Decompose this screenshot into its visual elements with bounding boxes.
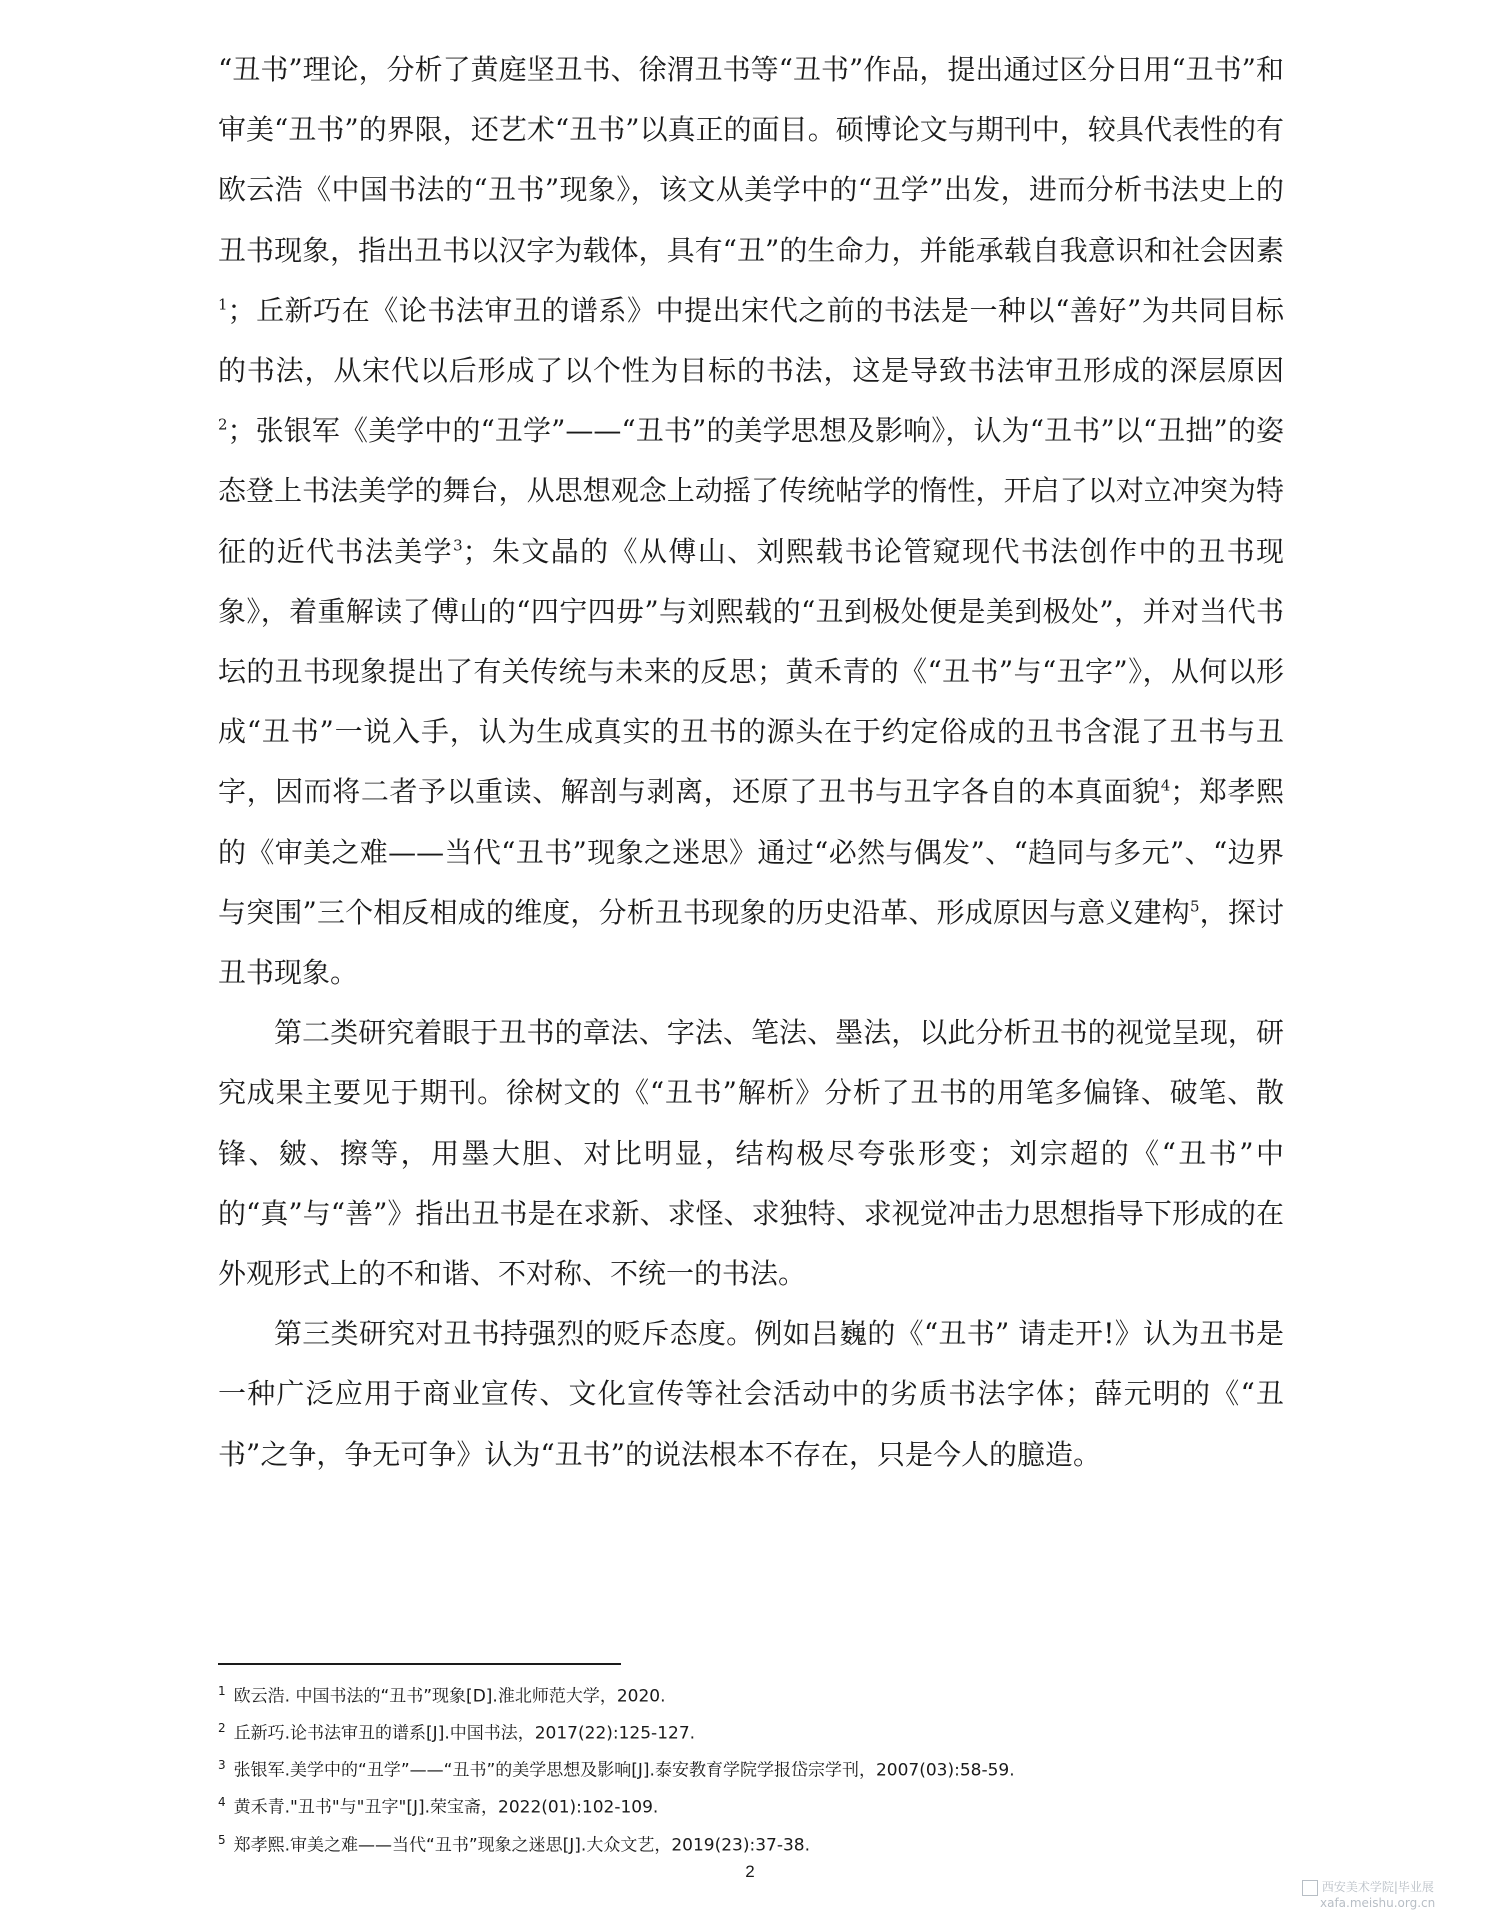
paragraph — [218, 1003, 1284, 1304]
watermark-logo-icon — [1302, 1880, 1318, 1896]
footnote-number: 5 — [218, 1832, 226, 1847]
paragraph-text: ；张银军《美学中的“丑学”——“丑书”的美学思想及影响》，认为“丑书”以“丑拙”的姿态登上书法美学的舞台，从思想观念上动摇了传统帖学的惰性，开启了以对立冲突为特征的近代书法美学 — [218, 414, 1284, 568]
footnote-ref: 4 — [1160, 777, 1171, 796]
footnote — [218, 1750, 1318, 1787]
paragraph — [218, 1304, 1284, 1485]
paragraph-text: ；朱文晶的《从傅山、刘熙载书论管窥现代书法创作中的丑书现象》，着重解读了傅山的“四宁四毋”与刘熙载的“丑到极处便是美到极处”，并对当代书坛的丑书现象提出了有关传统与未来的反思；黄禾青的《“丑书”与“丑字”》，从何以形成“丑书”一说入手，认为生成真实的丑书的源头在于约定俗成的丑书含混了丑书与丑字，因而将二者予以重读、解剖与剥离，还原了丑书与丑字各自的本真面貌 — [218, 534, 1284, 809]
paragraph-text: ；郑孝熙的《审美之难——当代“丑书”现象之迷思》通过“必然与偶发”、“趋同与多元”、“边界与突围”三个相反相成的维度，分析丑书现象的历史沿革、形成原因与意义建构 — [218, 775, 1284, 929]
footnote-ref: 1 — [218, 295, 228, 314]
footnotes — [218, 1676, 1318, 1862]
paragraph — [218, 40, 1284, 1003]
footnote — [218, 1787, 1318, 1824]
watermark-url: xafa.meishu.org.cn — [1320, 1895, 1436, 1910]
page-number: 2 — [745, 1862, 755, 1881]
footnote-text: 张银军.美学中的“丑学”——“丑书”的美学思想及影响[J].泰安教育学院学报岱宗学刊，2007(03):58-59. — [233, 1760, 1015, 1781]
footnote-number: 1 — [218, 1684, 226, 1698]
footnote-number: 2 — [218, 1721, 226, 1736]
paragraph-text: ，探讨丑书现象。 — [218, 895, 1284, 990]
footnote — [218, 1713, 1318, 1750]
footnote-number: 3 — [218, 1758, 226, 1773]
footnote-text: 丘新巧.论书法审丑的谱系[J].中国书法，2017(22):125-127. — [233, 1723, 696, 1744]
paragraph-text: ；丘新巧在《论书法审丑的谱系》中提出宋代之前的书法是一种以“善好”为共同目标的书法，从宋代以后形成了以个性为目标的书法，这是导致书法审丑形成的深层原因 — [218, 293, 1284, 388]
watermark-title: 西安美术学院|毕业展 — [1321, 1880, 1434, 1894]
footnote-ref: 5 — [1189, 897, 1200, 916]
footnote-text: 黄禾青."丑书"与"丑字"[J].荣宝斋，2022(01):102-109. — [233, 1798, 659, 1819]
footnote-text: 郑孝熙.审美之难——当代“丑书”现象之迷思[J].大众文艺，2019(23):37-38. — [233, 1835, 811, 1856]
footnote-ref: 2 — [218, 415, 228, 434]
footnote — [218, 1825, 1318, 1862]
paragraph-text: “丑书”理论，分析了黄庭坚丑书、徐渭丑书等“丑书”作品，提出通过区分日用“丑书”和审美“丑书”的界限，还艺术“丑书”以真正的面目。硕博论文与期刊中，较具代表性的有欧云浩《中国书法的“丑书”现象》，该文从美学中的“丑学”出发，进而分析书法史上的丑书现象，指出丑书以汉字为载体，具有“丑”的生命力，并能承载自我意识和社会因素 — [218, 53, 1284, 267]
footnote-separator — [218, 1663, 621, 1665]
watermark — [1302, 1878, 1482, 1918]
footnote-ref: 3 — [453, 536, 463, 555]
paragraph-text: 第二类研究着眼于丑书的章法、字法、笔法、墨法，以此分析丑书的视觉呈现，研究成果主要见于期刊。徐树文的《“丑书”解析》分析了丑书的用笔多偏锋、破笔、散锋、皴、擦等，用墨大胆、对比明显，结构极尽夸张形变；刘宗超的《“丑书”中的“真”与“善”》指出丑书是在求新、求怪、求独特、求视觉冲击力思想指导下形成的在外观形式上的不和谐、不对称、不统一的书法。 — [218, 1016, 1284, 1291]
footnote — [218, 1676, 1318, 1713]
body-text — [218, 40, 1284, 1485]
paragraph-text: 第三类研究对丑书持强烈的贬斥态度。例如吕巍的《“丑书” 请走开!》认为丑书是一种广泛应用于商业宣传、文化宣传等社会活动中的劣质书法字体；薛元明的《“丑书”之争，争无可争》认为“丑书”的说法根本不存在，只是今人的臆造。 — [218, 1317, 1284, 1471]
footnote-text: 欧云浩. 中国书法的“丑书”现象[D].淮北师范大学，2020. — [233, 1686, 666, 1707]
footnote-number: 4 — [218, 1795, 226, 1810]
